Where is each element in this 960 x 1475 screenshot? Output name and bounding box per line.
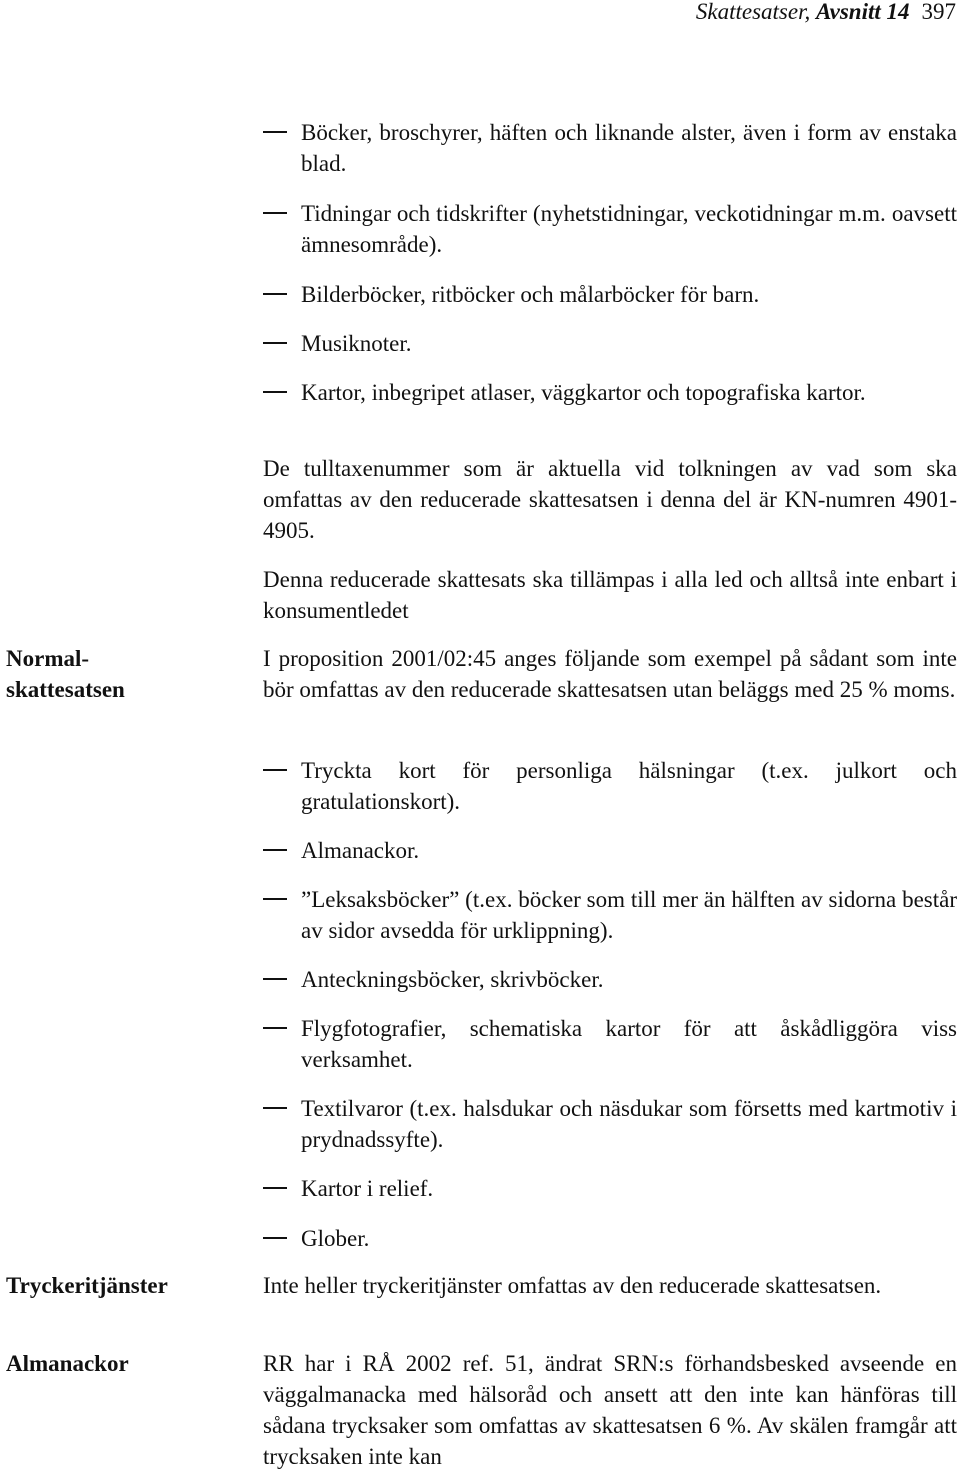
list-item-text: Textilvaror (t.ex. halsdukar och näsdukar som försetts med kartmotiv i prydnadssyfte). [301,1096,957,1152]
dash-icon [263,1027,287,1029]
page-number: 397 [921,0,956,24]
paragraph-proposition: I proposition 2001/02:45 anges följande som exempel på sådant som inte bör omfattas av den reducerade skattesatsen utan beläggs med 25 % moms. [263,646,957,702]
page-header [696,0,956,24]
dash-icon [263,293,287,295]
dash-icon [263,1187,287,1189]
list-item-text: Tidningar och tidskrifter (nyhetstidningar, veckotidningar m.m. oavsett ämnesområde). [301,201,957,257]
dash-icon [263,1237,287,1239]
dash-icon [263,342,287,344]
side-heading-line: skattesatsen [6,677,125,702]
dash-icon [263,1107,287,1109]
list-item-text: Glober. [301,1226,370,1251]
header-section: Avsnitt 14 [815,0,910,24]
dash-icon [263,212,287,214]
dash-icon [263,849,287,851]
list-item-text: Tryckta kort för personliga hälsningar (t.ex. julkort och gratulationskort). [301,758,957,814]
list-item-text: Musiknoter. [301,331,412,356]
list-item-text: Kartor i relief. [301,1176,434,1201]
dash-icon [263,391,287,393]
paragraph-tulltaxe: De tulltaxenummer som är aktuella vid tolkningen av vad som ska omfattas av den reducerade skattesatsen i denna del är KN-numren 4901-4905. [263,456,957,543]
list-item-text: ”Leksaksböcker” (t.ex. böcker som till mer än hälften av sidorna består av sidor avsedda för urklippning). [301,887,957,943]
header-title: Skattesatser, [695,0,816,24]
paragraph-rr: RR har i RÅ 2002 ref. 51, ändrat SRN:s förhandsbesked avseende en väggalmanacka med hälsoråd och ansett att den inte kan hänföras till sådana trycksaker som omfattas av skattesatsen 6 %. Av skälen framgår att trycksaken inte kan [263,1351,957,1469]
list-item-text: Anteckningsböcker, skrivböcker. [301,967,604,992]
dash-icon [263,978,287,980]
dash-icon [263,131,287,133]
list-item-text: Almanackor. [301,838,420,863]
side-heading-almanackor: Almanackor [6,1351,129,1376]
list-item-text: Flygfotografier, schematiska kartor för att åskådliggöra viss verksamhet. [301,1016,957,1072]
paragraph-led: Denna reducerade skattesats ska tillämpas i alla led och alltså inte enbart i konsumentledet [263,567,957,623]
side-heading-normalskattesatsen [6,643,125,705]
paragraph-tryckeritjanster: Inte heller tryckeritjänster omfattas av den reducerade skattesatsen. [263,1273,882,1298]
side-heading-tryckeritjanster: Tryckeritjänster [6,1273,168,1298]
list-item-text: Bilderböcker, ritböcker och målarböcker för barn. [301,282,760,307]
dash-icon [263,769,287,771]
list-item-text: Kartor, inbegripet atlaser, väggkartor och topografiska kartor. [301,380,866,405]
dash-icon [263,898,287,900]
side-heading-line: Normal- [6,646,90,671]
list-item-text: Böcker, broschyrer, häften och liknande alster, även i form av enstaka blad. [301,120,957,176]
